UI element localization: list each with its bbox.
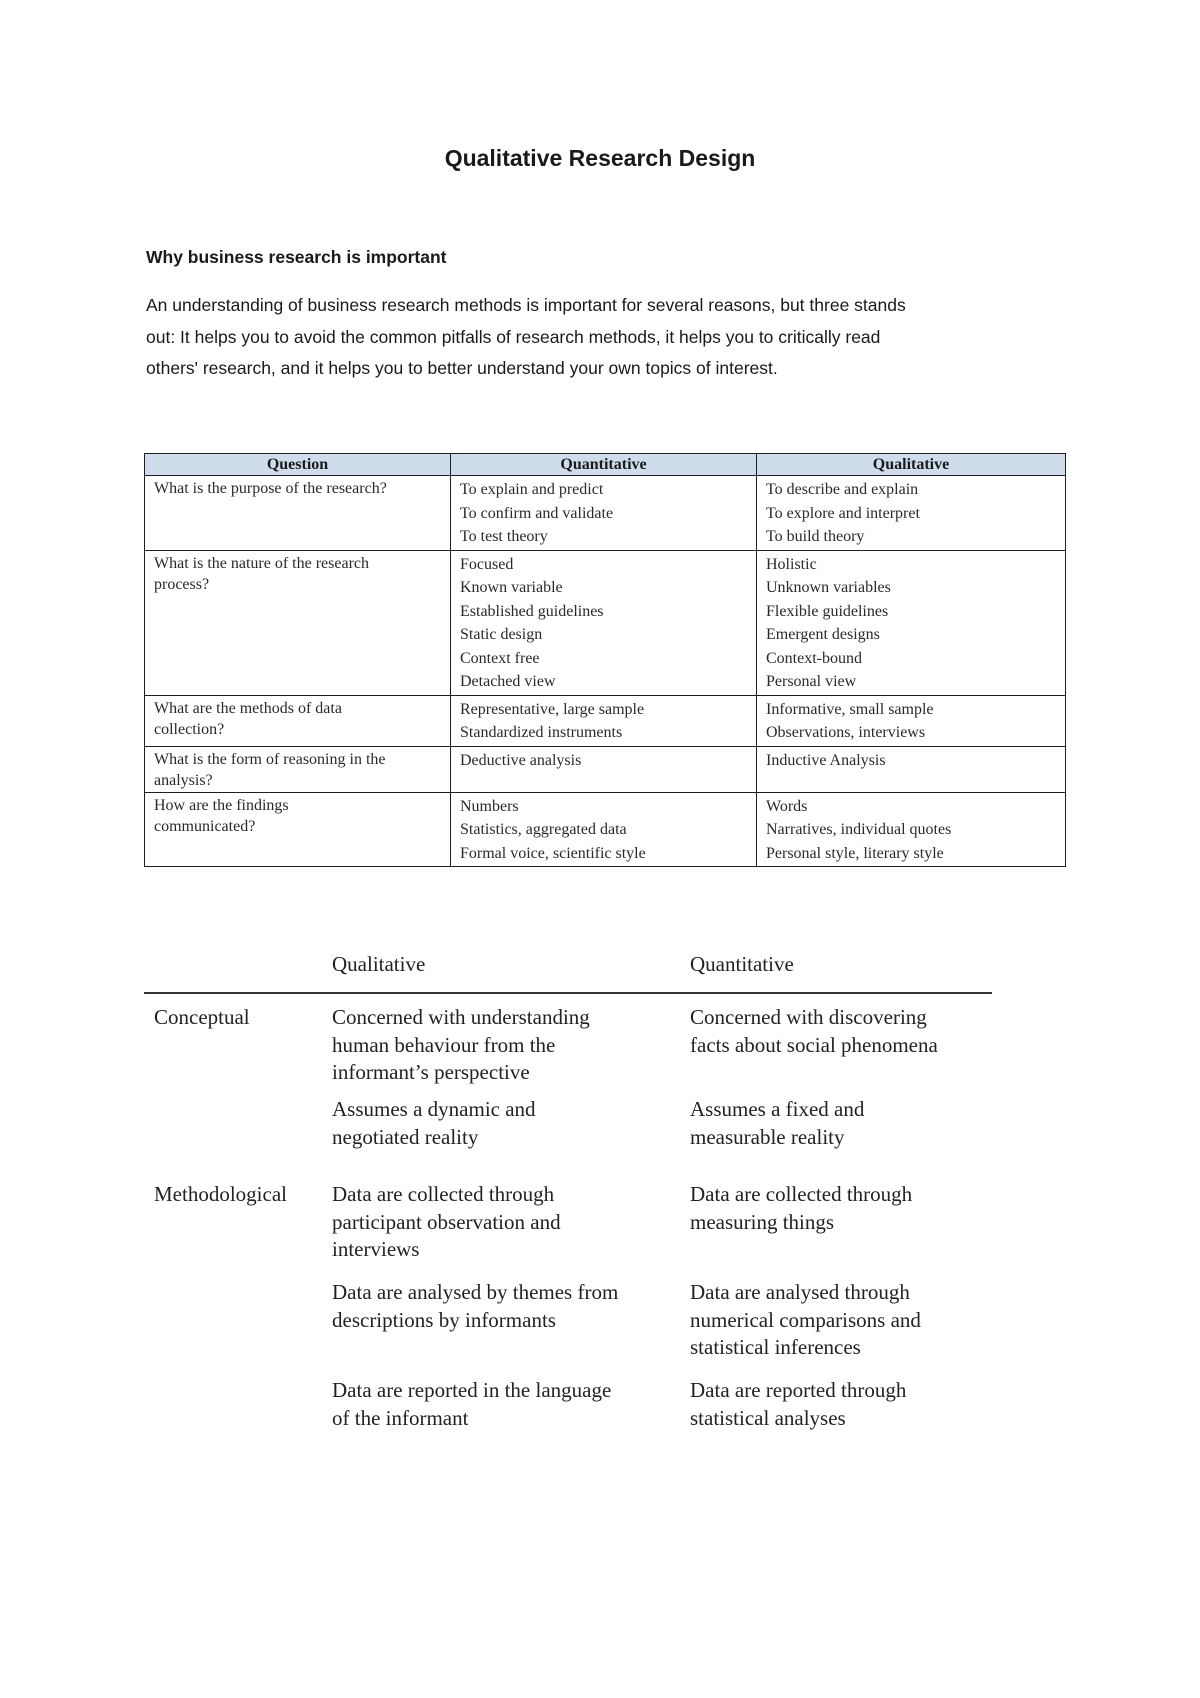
cell-line: Known variable bbox=[460, 579, 563, 596]
table-header-cell: Qualitative bbox=[757, 454, 1066, 476]
cell-line: What is the nature of the research bbox=[154, 554, 370, 572]
cell-line: Focused bbox=[460, 555, 514, 573]
cell-line: What is the purpose of the research? bbox=[154, 480, 387, 497]
cell-line: Statistics, aggregated data bbox=[460, 821, 627, 838]
cell-line: To explain and predict bbox=[460, 481, 604, 498]
comparison-table-quant-qual bbox=[144, 453, 1066, 867]
table-cell-quantitative bbox=[451, 476, 757, 551]
cell-line: Assumes a fixed and bbox=[690, 1097, 865, 1121]
table-cell-qualitative bbox=[332, 1181, 561, 1264]
cell-line: Flexible guidelines bbox=[766, 602, 889, 620]
cell-line: statistical inferences bbox=[690, 1335, 861, 1359]
cell-line: Detached view bbox=[460, 673, 556, 690]
cell-line: measurable reality bbox=[690, 1124, 845, 1149]
intro-paragraph bbox=[146, 290, 1046, 385]
cell-line: Established guidelines bbox=[460, 602, 604, 620]
cell-line: Concerned with understanding bbox=[332, 1005, 590, 1029]
cell-line: Context-bound bbox=[766, 649, 862, 667]
table-cell-qualitative bbox=[332, 1279, 618, 1334]
table-header-cell: Quantitative bbox=[451, 454, 757, 476]
table-row bbox=[144, 1177, 992, 1275]
cell-line: Data are reported through bbox=[690, 1378, 907, 1402]
cell-line: communicated? bbox=[154, 817, 256, 835]
cell-line: To explore and interpret bbox=[766, 504, 920, 522]
table-cell-category: Conceptual bbox=[154, 1005, 250, 1029]
table-cell-quantitative bbox=[690, 1377, 906, 1432]
table-cell-question bbox=[145, 695, 451, 746]
table-row bbox=[145, 550, 1066, 695]
cell-line: Standardized instruments bbox=[460, 724, 623, 741]
cell-line: Words bbox=[766, 797, 808, 815]
cell-line: Numbers bbox=[460, 797, 519, 815]
page-title: Qualitative Research Design bbox=[444, 145, 756, 171]
cell-line: Data are analysed by themes from bbox=[332, 1280, 619, 1304]
cell-line: To confirm and validate bbox=[460, 504, 614, 522]
cell-line: To build theory bbox=[766, 528, 865, 545]
table-header-cell: Qualitative bbox=[332, 952, 426, 976]
cell-line: Data are reported in the language bbox=[332, 1378, 612, 1402]
table-header-row bbox=[144, 940, 992, 994]
intro-line: others' research, and it helps you to better understand your own topics of interest. bbox=[146, 358, 778, 378]
table-cell-qualitative bbox=[332, 1096, 536, 1151]
table-cell-quantitative bbox=[690, 1181, 912, 1236]
table-cell-qualitative bbox=[757, 746, 1066, 792]
table-cell-quantitative bbox=[451, 695, 757, 746]
table-header-row bbox=[145, 454, 1066, 476]
table-cell-quantitative bbox=[451, 550, 757, 695]
cell-line: Personal style, literary style bbox=[766, 844, 944, 862]
cell-line: Data are collected through bbox=[332, 1182, 555, 1206]
cell-line: of the informant bbox=[332, 1405, 469, 1430]
cell-line: Assumes a dynamic and bbox=[332, 1097, 536, 1121]
cell-line: Concerned with discovering bbox=[690, 1005, 927, 1029]
cell-line: Representative, large sample bbox=[460, 700, 645, 718]
table-cell-question bbox=[145, 476, 451, 551]
cell-line: negotiated reality bbox=[332, 1124, 479, 1149]
cell-line: participant observation and bbox=[332, 1209, 561, 1234]
table-cell-quantitative bbox=[451, 792, 757, 867]
table-header-cell: Quantitative bbox=[690, 952, 794, 976]
table-cell-qualitative bbox=[332, 1004, 590, 1087]
cell-line: analysis? bbox=[154, 771, 213, 789]
cell-line: What are the methods of data bbox=[154, 699, 342, 717]
cell-line: Deductive analysis bbox=[460, 751, 582, 769]
cell-line: Data are analysed through bbox=[690, 1280, 910, 1304]
table-cell-question bbox=[145, 746, 451, 792]
table-cell-qualitative bbox=[757, 695, 1066, 746]
intro-line: An understanding of business research methods is important for several reasons, but three stands bbox=[146, 295, 906, 315]
table-cell-quantitative bbox=[690, 1004, 938, 1059]
cell-line: Narratives, individual quotes bbox=[766, 821, 952, 838]
comparison-table-qual-quant bbox=[144, 940, 992, 1453]
table-cell-qualitative bbox=[332, 1377, 611, 1432]
cell-line: informant’s perspective bbox=[332, 1060, 530, 1084]
table-row bbox=[144, 1275, 992, 1373]
cell-line: collection? bbox=[154, 720, 225, 738]
cell-line: Personal view bbox=[766, 673, 857, 690]
cell-line: Informative, small sample bbox=[766, 700, 934, 718]
table-row bbox=[145, 746, 1066, 792]
table-cell-question bbox=[145, 792, 451, 867]
cell-line: process? bbox=[154, 575, 210, 593]
table-cell-question bbox=[145, 550, 451, 695]
cell-line: descriptions by informants bbox=[332, 1307, 556, 1332]
cell-line: How are the findings bbox=[154, 796, 289, 814]
table-cell-quantitative bbox=[690, 1279, 921, 1362]
cell-line: To describe and explain bbox=[766, 481, 919, 498]
cell-line: Emergent designs bbox=[766, 626, 880, 643]
cell-line: measuring things bbox=[690, 1209, 835, 1234]
table-row bbox=[144, 1373, 992, 1453]
table-header-cell: Question bbox=[145, 454, 451, 476]
cell-line: Inductive Analysis bbox=[766, 751, 886, 769]
table-row bbox=[145, 695, 1066, 746]
section-heading: Why business research is important bbox=[146, 247, 447, 267]
table-cell-category: Methodological bbox=[154, 1182, 287, 1206]
cell-line: What is the form of reasoning in the bbox=[154, 750, 386, 768]
table-cell-quantitative bbox=[451, 746, 757, 792]
cell-line: Formal voice, scientific style bbox=[460, 844, 646, 862]
table-cell-qualitative bbox=[757, 550, 1066, 695]
cell-line: Data are collected through bbox=[690, 1182, 913, 1206]
cell-line: Unknown variables bbox=[766, 579, 891, 596]
cell-line: numerical comparisons and bbox=[690, 1307, 921, 1332]
cell-line: To test theory bbox=[460, 528, 548, 545]
table-cell-qualitative bbox=[757, 792, 1066, 867]
table-row bbox=[144, 994, 992, 1092]
table-row bbox=[144, 1092, 992, 1177]
cell-line: facts about social phenomena bbox=[690, 1032, 938, 1057]
cell-line: human behaviour from the bbox=[332, 1032, 556, 1057]
intro-line: out: It helps you to avoid the common pitfalls of research methods, it helps you to critically read bbox=[146, 326, 881, 347]
table-cell-quantitative bbox=[690, 1096, 864, 1151]
table-row bbox=[145, 792, 1066, 867]
cell-line: Context free bbox=[460, 649, 540, 667]
cell-line: interviews bbox=[332, 1237, 420, 1261]
table-row bbox=[145, 476, 1066, 551]
cell-line: statistical analyses bbox=[690, 1405, 846, 1430]
table-cell-qualitative bbox=[757, 476, 1066, 551]
cell-line: Holistic bbox=[766, 555, 817, 573]
cell-line: Static design bbox=[460, 626, 543, 643]
cell-line: Observations, interviews bbox=[766, 724, 926, 741]
